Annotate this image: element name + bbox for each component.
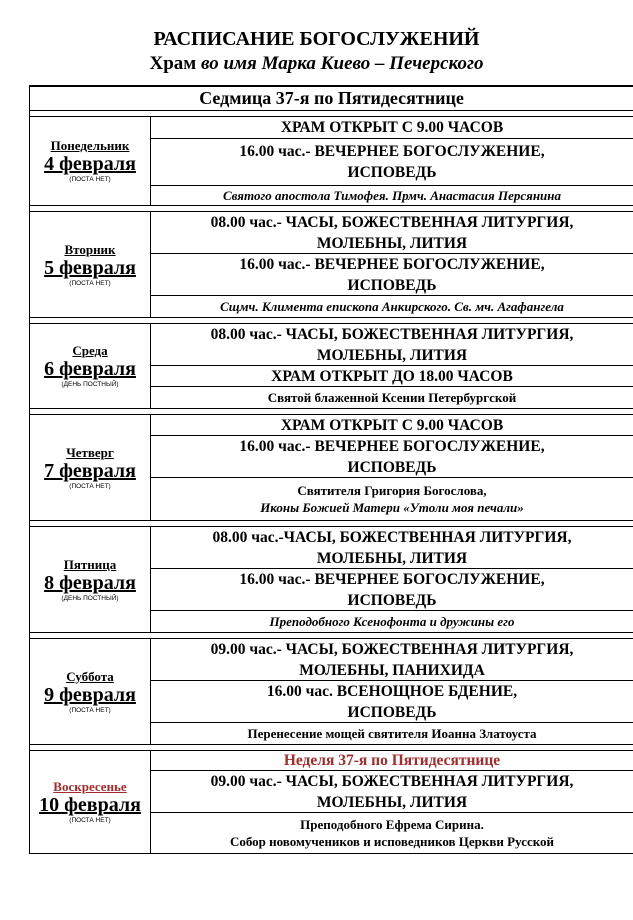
- weekday-label: Суббота: [66, 668, 114, 684]
- service-entry: [151, 139, 633, 186]
- date-label: 8 февраля: [44, 571, 136, 594]
- service-text: ХРАМ ОТКРЫТ С 9.00 ЧАСОВ: [280, 416, 504, 434]
- service-text: МОЛЕБНЫ, ЛИТИЯ: [316, 346, 468, 364]
- day-cell: [30, 212, 151, 317]
- service-entry: [151, 681, 633, 723]
- fast-note: (ПОСТА НЕТ): [69, 279, 111, 287]
- service-entry: [151, 117, 633, 139]
- day-events: [151, 117, 633, 205]
- fast-note: (ПОСТА НЕТ): [69, 817, 111, 824]
- day-row: [30, 117, 633, 206]
- fast-note: (ПОСТА НЕТ): [69, 706, 111, 714]
- weekday-label: Среда: [72, 343, 108, 358]
- day-row: [30, 212, 633, 318]
- service-text: 08.00 час.- ЧАСЫ, БОЖЕСТВЕННАЯ ЛИТУРГИЯ,: [210, 213, 574, 231]
- day-events: [151, 639, 633, 744]
- saint-text: Святой блаженной Ксении Петербургской: [267, 390, 517, 405]
- saints-commemoration: [151, 813, 633, 853]
- day-events: [151, 527, 633, 632]
- date-label: 10 февраля: [39, 794, 141, 816]
- service-entry: [151, 366, 633, 387]
- subtitle-prefix: Храм: [149, 53, 197, 74]
- weekday-label: Четверг: [66, 444, 114, 460]
- weekday-label: Вторник: [64, 241, 116, 257]
- saints-commemoration: [151, 186, 633, 205]
- service-text: МОЛЕБНЫ, ПАНИХИДА: [299, 661, 485, 679]
- service-text: ХРАМ ОТКРЫТ С 9.00 ЧАСОВ: [280, 119, 504, 136]
- day-cell: [30, 639, 151, 744]
- day-cell: [30, 117, 151, 205]
- page-title: РАСПИСАНИЕ БОГОСЛУЖЕНИЙ: [153, 28, 480, 50]
- saint-text: Преподобного Ксенофонта и дружины его: [269, 614, 515, 629]
- service-text: 16.00 час. ВСЕНОЩНОЕ БДЕНИЕ,: [266, 682, 518, 700]
- date-label: 9 февраля: [44, 683, 136, 706]
- saint-text: Преподобного Ефрема Сирина.: [300, 817, 484, 832]
- day-row: [30, 324, 633, 409]
- service-text: ИСПОВЕДЬ: [347, 458, 437, 476]
- day-events: [151, 415, 633, 520]
- service-text: МОЛЕБНЫ, ЛИТИЯ: [316, 793, 468, 811]
- fast-note: (ПОСТА НЕТ): [69, 176, 111, 183]
- saints-commemoration: [151, 387, 633, 408]
- service-entry: [151, 569, 633, 611]
- weekday-label: Воскресенье: [53, 779, 127, 794]
- service-text: 16.00 час.- ВЕЧЕРНЕЕ БОГОСЛУЖЕНИЕ,: [239, 437, 545, 455]
- service-text: 09.00 час.- ЧАСЫ, БОЖЕСТВЕННАЯ ЛИТУРГИЯ,: [210, 772, 574, 790]
- service-entry: [151, 324, 633, 366]
- day-events: [151, 212, 633, 317]
- day-row: [30, 639, 633, 745]
- fast-note: (ПОСТА НЕТ): [69, 482, 111, 490]
- service-text: 16.00 час.- ВЕЧЕРНЕЕ БОГОСЛУЖЕНИЕ,: [239, 255, 545, 273]
- date-label: 6 февраля: [44, 358, 136, 380]
- service-text: МОЛЕБНЫ, ЛИТИЯ: [316, 549, 468, 567]
- day-events: [151, 751, 633, 853]
- service-text: 16.00 час.- ВЕЧЕРНЕЕ БОГОСЛУЖЕНИЕ,: [239, 143, 545, 160]
- service-entry: [151, 436, 633, 478]
- feast-heading: [151, 751, 633, 771]
- service-text: 16.00 час.- ВЕЧЕРНЕЕ БОГОСЛУЖЕНИЕ,: [239, 570, 545, 588]
- saints-commemoration: [151, 478, 633, 520]
- saints-commemoration: [151, 296, 633, 317]
- saints-commemoration: [151, 723, 633, 744]
- schedule-table: [29, 85, 633, 854]
- service-text: ИСПОВЕДЬ: [347, 164, 437, 181]
- date-label: 4 февраля: [44, 153, 136, 175]
- saint-text: Собор новомучеников и исповедников Церкви Русской: [229, 834, 555, 849]
- week-header: Седмица 37-я по Пятидесятнице: [30, 85, 633, 111]
- service-text: ХРАМ ОТКРЫТ ДО 18.00 ЧАСОВ: [271, 367, 513, 385]
- feast-heading-text: Неделя 37-я по Пятидесятнице: [283, 751, 501, 769]
- subtitle-church-name: Марка Киево – Печерского: [261, 53, 484, 74]
- date-label: 7 февраля: [44, 459, 136, 482]
- page-subtitle: [0, 53, 633, 75]
- service-text: 09.00 час.- ЧАСЫ, БОЖЕСТВЕННАЯ ЛИТУРГИЯ,: [210, 640, 574, 658]
- saints-commemoration: [151, 611, 633, 632]
- subtitle-dedication: во имя: [200, 53, 257, 74]
- fast-note: (ДЕНЬ ПОСТНЫЙ): [61, 594, 119, 602]
- date-label: 5 февраля: [44, 256, 136, 279]
- service-text: ИСПОВЕДЬ: [347, 276, 437, 294]
- day-row: [30, 751, 633, 854]
- saint-text: Сщмч. Климента епископа Анкирского. Св. мч. Агафангела: [220, 299, 564, 314]
- service-text: ИСПОВЕДЬ: [347, 591, 437, 609]
- service-entry: [151, 254, 633, 296]
- day-events: [151, 324, 633, 408]
- service-entry: [151, 639, 633, 681]
- day-row: [30, 527, 633, 633]
- day-cell: [30, 527, 151, 632]
- saint-text: Святителя Григория Богослова,: [297, 483, 487, 498]
- service-entry: [151, 771, 633, 813]
- service-text: 08.00 час.- ЧАСЫ, БОЖЕСТВЕННАЯ ЛИТУРГИЯ,: [210, 325, 574, 343]
- service-entry: [151, 527, 633, 569]
- fast-note: (ДЕНЬ ПОСТНЫЙ): [61, 381, 119, 388]
- day-cell: [30, 415, 151, 520]
- weekday-label: Понедельник: [50, 138, 130, 153]
- service-text: 08.00 час.-ЧАСЫ, БОЖЕСТВЕННАЯ ЛИТУРГИЯ,: [212, 528, 572, 546]
- service-text: ИСПОВЕДЬ: [347, 703, 437, 721]
- service-entry: [151, 415, 633, 436]
- service-entry: [151, 212, 633, 254]
- weekday-label: Пятница: [63, 556, 117, 572]
- saint-text: Перенесение мощей святителя Иоанна Златоуста: [247, 726, 537, 741]
- day-cell: [30, 324, 151, 408]
- saint-text: Иконы Божией Матери «Утоли моя печали»: [260, 500, 524, 515]
- saint-text: Святого апостола Тимофея. Прмч. Анастасия Персянина: [223, 188, 561, 203]
- day-cell: [30, 751, 151, 853]
- day-row: [30, 415, 633, 521]
- service-text: МОЛЕБНЫ, ЛИТИЯ: [316, 234, 468, 252]
